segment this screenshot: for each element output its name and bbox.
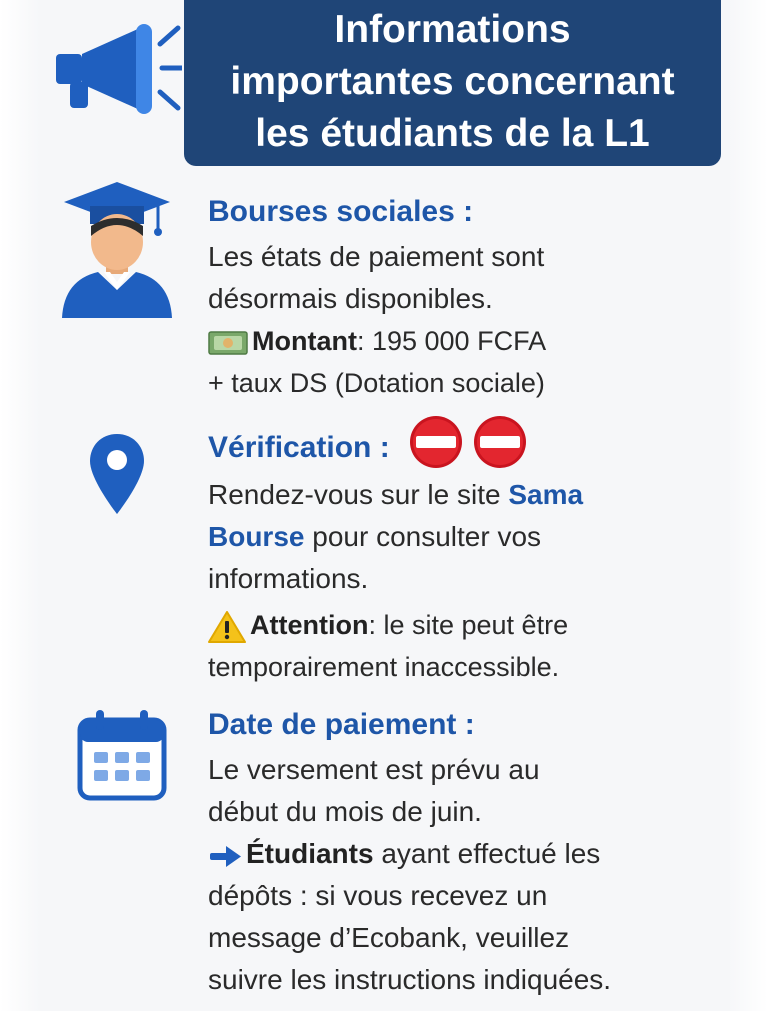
- bourses-line-1: Les états de paiement sont: [208, 241, 545, 272]
- warning-icon: [208, 610, 246, 644]
- graduate-icon: [58, 180, 176, 320]
- verification-line-2: [208, 516, 728, 558]
- section-bourses: [208, 192, 728, 404]
- section-date-title: Date de paiement :: [208, 708, 475, 741]
- header-title-line-3: les étudiants de la L1: [255, 112, 650, 155]
- date-students-line-1: [208, 833, 728, 875]
- date-line-2: début du mois de juin.: [208, 796, 482, 827]
- bourses-line-2: désormais disponibles.: [208, 283, 493, 314]
- warning-text-1: : le site peut être: [368, 610, 569, 641]
- no-entry-icon: [408, 414, 530, 470]
- verification-line-1: [208, 474, 728, 516]
- date-line-1: Le versement est prévu au: [208, 754, 540, 785]
- warning-text-2: temporairement inaccessible.: [208, 652, 560, 683]
- verification-line-2-suffix: pour consulter vos: [304, 521, 542, 553]
- verification-title-text: Vérification :: [208, 431, 390, 464]
- warning-label: Attention: [250, 610, 369, 641]
- section-date-paiement: [208, 705, 728, 1001]
- arrow-right-icon: [208, 845, 242, 867]
- verification-warning: [208, 604, 728, 646]
- header-title-line-1: Informations: [334, 8, 571, 51]
- amount-value: : 195 000 FCFA: [356, 326, 547, 356]
- section-verification: [208, 428, 728, 688]
- verification-line-3: informations.: [208, 563, 369, 595]
- header-title-box: [184, 0, 721, 166]
- sama-bourse-link-part-2[interactable]: Bourse: [208, 521, 305, 553]
- megaphone-icon: [52, 20, 182, 115]
- section-bourses-title: Bourses sociales :: [208, 195, 474, 228]
- amount-label: Montant: [252, 326, 357, 356]
- money-icon: [208, 330, 248, 356]
- bourses-amount: [208, 320, 728, 362]
- verification-line-1-prefix: Rendez-vous sur le site: [208, 479, 509, 511]
- sama-bourse-link-part-1[interactable]: Sama: [508, 479, 584, 511]
- students-text-4: suivre les instructions indiquées.: [208, 964, 612, 995]
- section-verification-title: [208, 428, 728, 470]
- calendar-icon: [76, 708, 168, 802]
- header-title-line-2: importantes concernant: [230, 60, 675, 103]
- location-pin-icon: [88, 432, 146, 516]
- students-text-3: message d’Ecobank, veuillez: [208, 922, 570, 953]
- students-label: Étudiants: [246, 838, 374, 869]
- students-text-1: ayant effectué les: [373, 838, 601, 869]
- bourses-amount-extra: + taux DS (Dotation sociale): [208, 368, 545, 398]
- students-text-2: dépôts : si vous recevez un: [208, 880, 548, 911]
